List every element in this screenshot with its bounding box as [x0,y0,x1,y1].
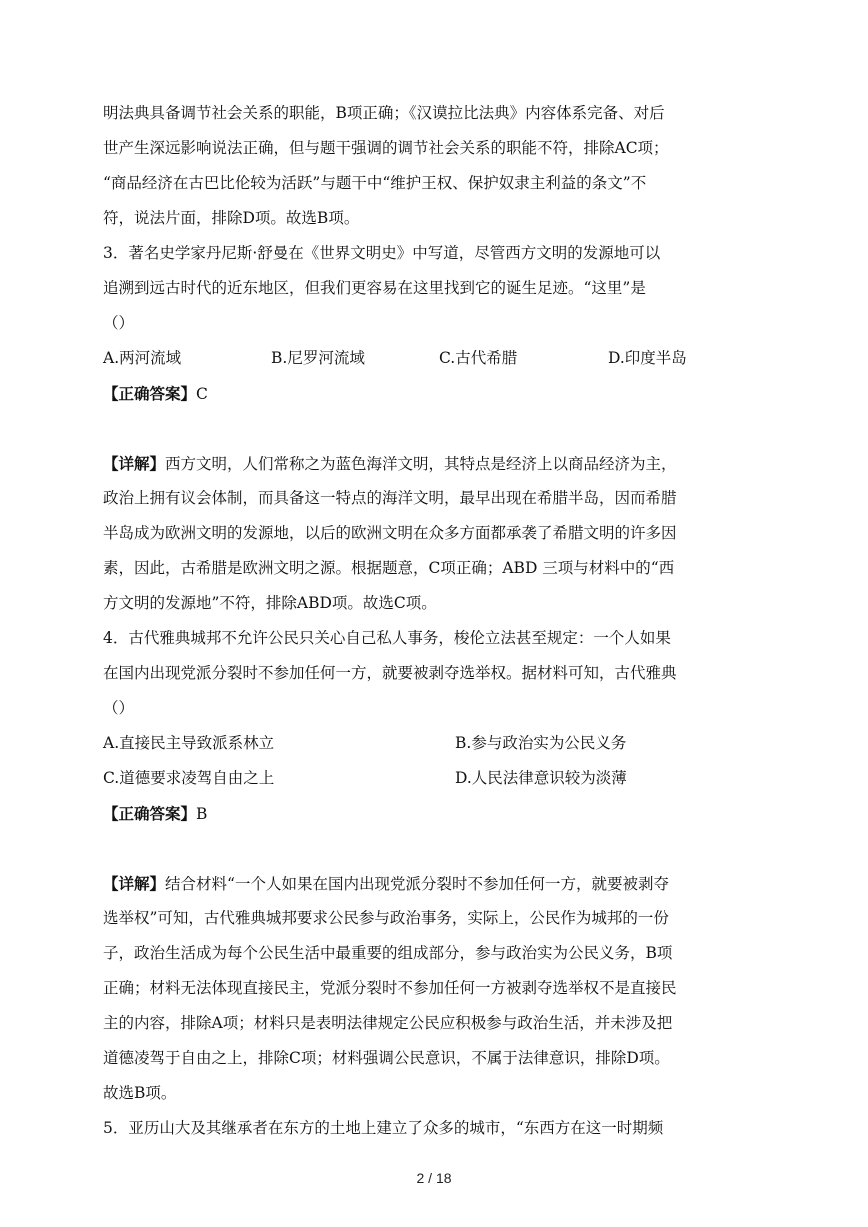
question-3-stem: 3．著名史学家丹尼斯·舒曼在《世界文明史》中写道，尽管西方文明的发源地可以 [103,244,661,262]
question-3-answer [103,376,703,411]
option-d: D.人民法律意识较为淡薄 [455,769,627,787]
answer-label: 【正确答案】 [103,384,197,403]
spacer [103,831,703,866]
spacer [103,411,703,446]
page-content [103,96,703,1146]
page-number: 2 / 18 [416,1170,452,1186]
text-line: 符，说法片面，排除D项。故选B项。 [103,209,360,227]
question-4-stem: 4．古代雅典城邦不允许公民只关心自己私人事务，梭伦立法甚至规定：一个人如果 [103,629,671,647]
detail-label: 【详解】 [103,874,166,893]
question-4-options-row-2 [103,761,703,796]
question-3-detail: 方文明的发源地”不符，排除ABD项。故选C项。 [103,594,437,612]
text-line: 明法典具备调节社会关系的职能，B项正确；《汉谟拉比法典》内容体系完备、对后 [103,104,665,122]
question-4-detail: 子，政治生活成为每个公民生活中最重要的组成部分，参与政治实为公民义务，B项 [103,944,673,962]
text-line: “商品经济在古巴比伦较为活跃”与题干中“维护王权、保护奴隶主利益的条文”不 [103,174,647,192]
question-3-detail [103,446,703,481]
option-c: C.古代希腊 [439,349,518,367]
option-a: A.直接民主导致派系林立 [103,734,275,752]
question-4-detail [103,866,703,901]
answer-value: B [196,805,208,823]
question-3-detail: 半岛成为欧洲文明的发源地，以后的欧洲文明在众多方面都承袭了希腊文明的许多因 [103,524,677,542]
text-line: 世产生深远影响说法正确，但与题干强调的调节社会关系的职能不符，排除AC项； [103,139,669,157]
question-3-stem: （） [103,314,135,332]
option-c: C.道德要求凌驾自由之上 [103,769,275,787]
question-4-detail: 道德凌驾于自由之上，排除C项；材料强调公民意识，不属于法律意识，排除D项。 [103,1049,670,1067]
answer-value: C [196,385,208,403]
question-3-options [103,341,703,376]
detail-label: 【详解】 [103,454,166,473]
question-3-detail: 政治上拥有议会体制，而具备这一特点的海洋文明，最早出现在希腊半岛，因而希腊 [103,489,677,507]
detail-text: 结合材料“一个人如果在国内出现党派分裂时不参加任何一方，就要被剥夺 [165,875,669,893]
question-4-stem: 在国内出现党派分裂时不参加任何一方，就要被剥夺选举权。据材料可知，古代雅典 [103,664,677,682]
question-5-stem: 5．亚历山大及其继承者在东方的土地上建立了众多的城市，“东西方在这一时期频 [103,1119,664,1137]
question-3-detail: 素，因此，古希腊是欧洲文明之源。根据题意，C项正确；ABD 三项与材料中的“西 [103,559,675,577]
question-4-detail: 正确；材料无法体现直接民主，党派分裂时不参加任何一方被剥夺选举权不是直接民 [103,979,677,997]
question-4-detail: 选举权”可知，古代雅典城邦要求公民参与政治事务，实际上，公民作为城邦的一份 [103,909,669,927]
question-4-options-row-1 [103,726,703,761]
detail-text: 西方文明，人们常称之为蓝色海洋文明，其特点是经济上以商品经济为主， [165,455,677,473]
question-4-stem: （） [103,699,135,717]
option-b: B.尼罗河流域 [271,349,365,367]
question-4-detail: 主的内容，排除A项；材料只是表明法律规定公民应积极参与政治生活，并未涉及把 [103,1014,673,1032]
answer-label: 【正确答案】 [103,804,197,823]
question-4-answer [103,796,703,831]
option-a: A.两河流域 [103,349,182,367]
option-b: B.参与政治实为公民义务 [455,734,627,752]
question-3-stem: 追溯到远古时代的近东地区，但我们更容易在这里找到它的诞生足迹。“这里”是 [103,279,646,297]
option-d: D.印度半岛 [608,349,687,367]
question-4-detail: 故选B项。 [103,1084,177,1102]
